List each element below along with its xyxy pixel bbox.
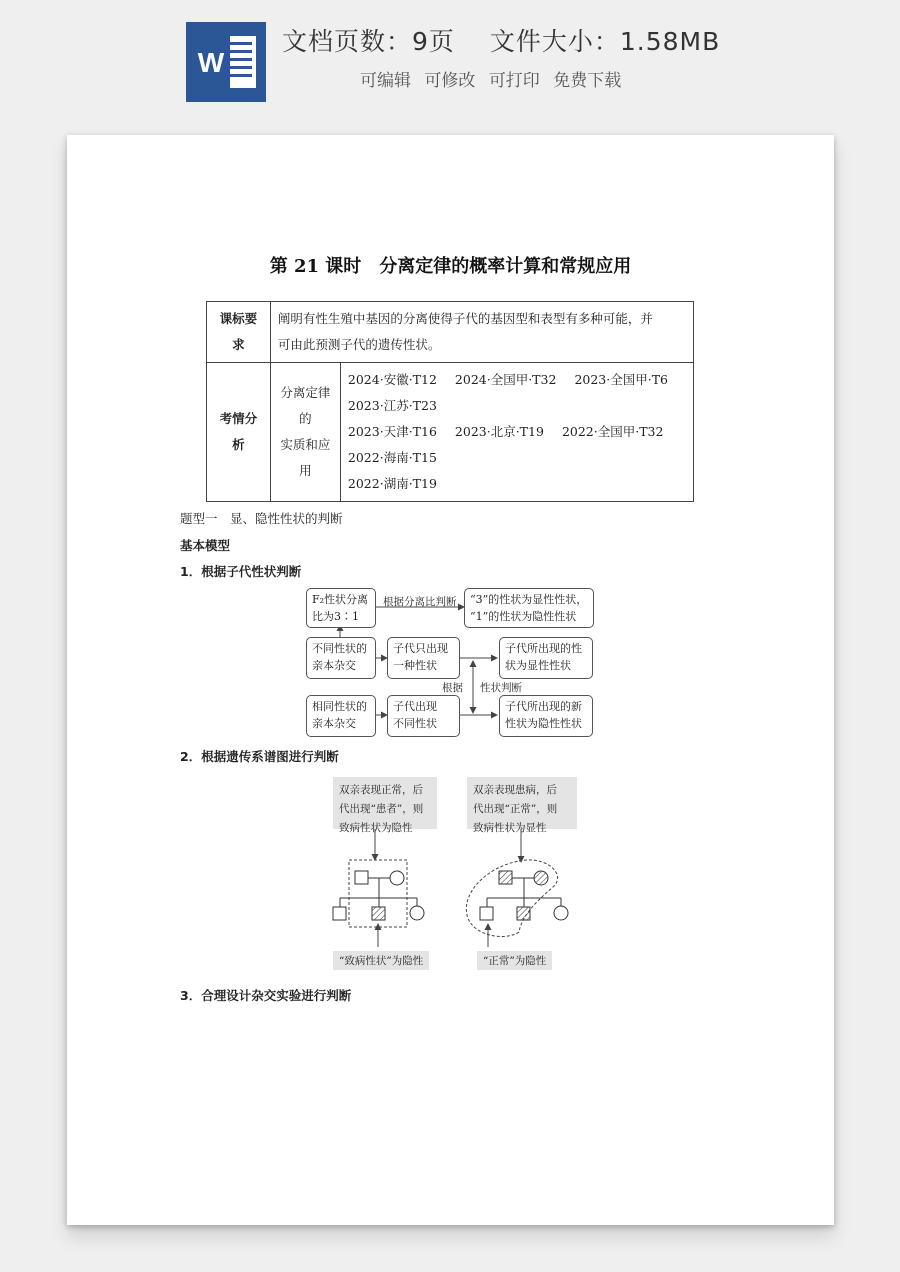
box-line: 子代所出现的新 bbox=[505, 700, 582, 713]
box-line: 不同性状 bbox=[393, 717, 437, 730]
box-line: “1”的性状为隐性性状 bbox=[470, 610, 577, 623]
exam-ref: 2022·海南·T15 bbox=[347, 450, 437, 465]
male-affected-child bbox=[372, 907, 385, 920]
exam-topic-line: 分离定律的 bbox=[280, 385, 331, 426]
note-line: 代出现“正常”，则 bbox=[473, 803, 558, 815]
note-line: 双亲表现正常，后 bbox=[339, 784, 423, 796]
exam-ref: 2023·北京·T19 bbox=[454, 424, 544, 439]
same-traits-cross-box bbox=[306, 695, 376, 737]
subsection-heading: 基本模型 bbox=[180, 538, 231, 553]
feature-printable: 可打印 bbox=[488, 71, 540, 91]
box-line: 性状为隐性性状 bbox=[505, 717, 582, 730]
ratio-result-box bbox=[464, 588, 594, 628]
exam-ref: 2023·全国甲·T6 bbox=[574, 372, 668, 387]
note-line: 双亲表现患病，后 bbox=[473, 784, 557, 796]
female-normal bbox=[390, 871, 404, 885]
male-normal bbox=[355, 871, 368, 884]
document-info-title: 文档页数：9页 文件大小：1.58MB bbox=[282, 27, 721, 56]
female-normal-child bbox=[554, 906, 568, 920]
exam-ref: 2024·全国甲·T32 bbox=[454, 372, 557, 387]
box-line: F₂性状分离 bbox=[312, 593, 369, 606]
judge-label-b: 性状判断 bbox=[480, 682, 522, 694]
male-normal-child bbox=[333, 907, 346, 920]
female-normal-child bbox=[410, 906, 424, 920]
item-heading-2: 2．根据遗传系谱图进行判断 bbox=[180, 749, 339, 764]
left-pedigree-note bbox=[333, 777, 437, 834]
feature-modifiable: 可修改 bbox=[424, 71, 476, 91]
box-line: 不同性状的 bbox=[312, 642, 367, 655]
section-heading: 题型一 显、隐性性状的判断 bbox=[180, 511, 343, 526]
male-normal-child bbox=[480, 907, 493, 920]
lesson-title: 第 21 课时 分离定律的概率计算和常规应用 bbox=[269, 256, 632, 277]
note-line: 致病性状为隐性 bbox=[339, 822, 413, 834]
one-trait-box bbox=[387, 637, 460, 679]
box-line: 状为显性性状 bbox=[505, 659, 571, 672]
box-line: 相同性状的 bbox=[312, 700, 367, 713]
exam-ref: 2023·江苏·T23 bbox=[347, 398, 437, 413]
box-line: 子代出现 bbox=[393, 700, 437, 713]
different-traits-cross-box bbox=[306, 637, 376, 679]
curriculum-label: 课标要求 bbox=[207, 302, 271, 363]
exam-topic-line: 实质和应用 bbox=[280, 437, 331, 478]
exam-ref: 2022·湖南·T19 bbox=[347, 476, 437, 491]
right-pedigree-tag: “正常”为隐性 bbox=[477, 951, 552, 970]
dominant-result-box bbox=[499, 637, 593, 679]
exam-ref: 2022·全国甲·T32 bbox=[561, 424, 664, 439]
box-line: 子代只出现 bbox=[393, 642, 448, 655]
left-pedigree-tag: “致病性状”为隐性 bbox=[333, 951, 429, 970]
feature-editable: 可编辑 bbox=[360, 71, 411, 91]
word-file-icon bbox=[186, 22, 266, 102]
judge-label-a: 根据 bbox=[442, 682, 463, 694]
item-heading-3: 3．合理设计杂交实验进行判断 bbox=[180, 988, 352, 1003]
exam-analysis-label: 考情分析 bbox=[207, 363, 271, 502]
female-affected bbox=[534, 871, 548, 885]
male-affected-child bbox=[517, 907, 530, 920]
box-line: “3”的性状为显性性状， bbox=[470, 593, 588, 606]
f2-ratio-box bbox=[306, 588, 376, 628]
curriculum-text-line: 可由此预测子代的遗传性状。 bbox=[277, 337, 441, 352]
box-line: 子代所出现的性 bbox=[505, 642, 582, 655]
note-line: 代出现“患者”，则 bbox=[339, 803, 424, 815]
document-features bbox=[360, 66, 629, 91]
box-line: 比为3∶1 bbox=[312, 610, 359, 623]
male-affected bbox=[499, 871, 512, 884]
box-line: 亲本杂交 bbox=[312, 659, 356, 672]
ratio-judge-label: 根据分离比判断 bbox=[383, 596, 457, 608]
different-offspring-box bbox=[387, 695, 460, 737]
right-pedigree-note bbox=[467, 777, 577, 834]
recessive-result-box bbox=[499, 695, 593, 737]
feature-free-download: 免费下载 bbox=[553, 71, 622, 91]
document-page bbox=[67, 135, 834, 1225]
box-line: 亲本杂交 bbox=[312, 717, 356, 730]
exam-ref: 2024·安徽·T12 bbox=[347, 372, 437, 387]
svg-text:W: W bbox=[197, 47, 225, 78]
item-heading-1: 1．根据子代性状判断 bbox=[180, 564, 302, 579]
note-line: 致病性状为显性 bbox=[473, 822, 547, 834]
box-line: 一种性状 bbox=[393, 659, 437, 672]
exam-ref: 2023·天津·T16 bbox=[347, 424, 437, 439]
curriculum-text-line: 阐明有性生殖中基因的分离使得子代的基因型和表型有多种可能，并 bbox=[277, 311, 653, 326]
